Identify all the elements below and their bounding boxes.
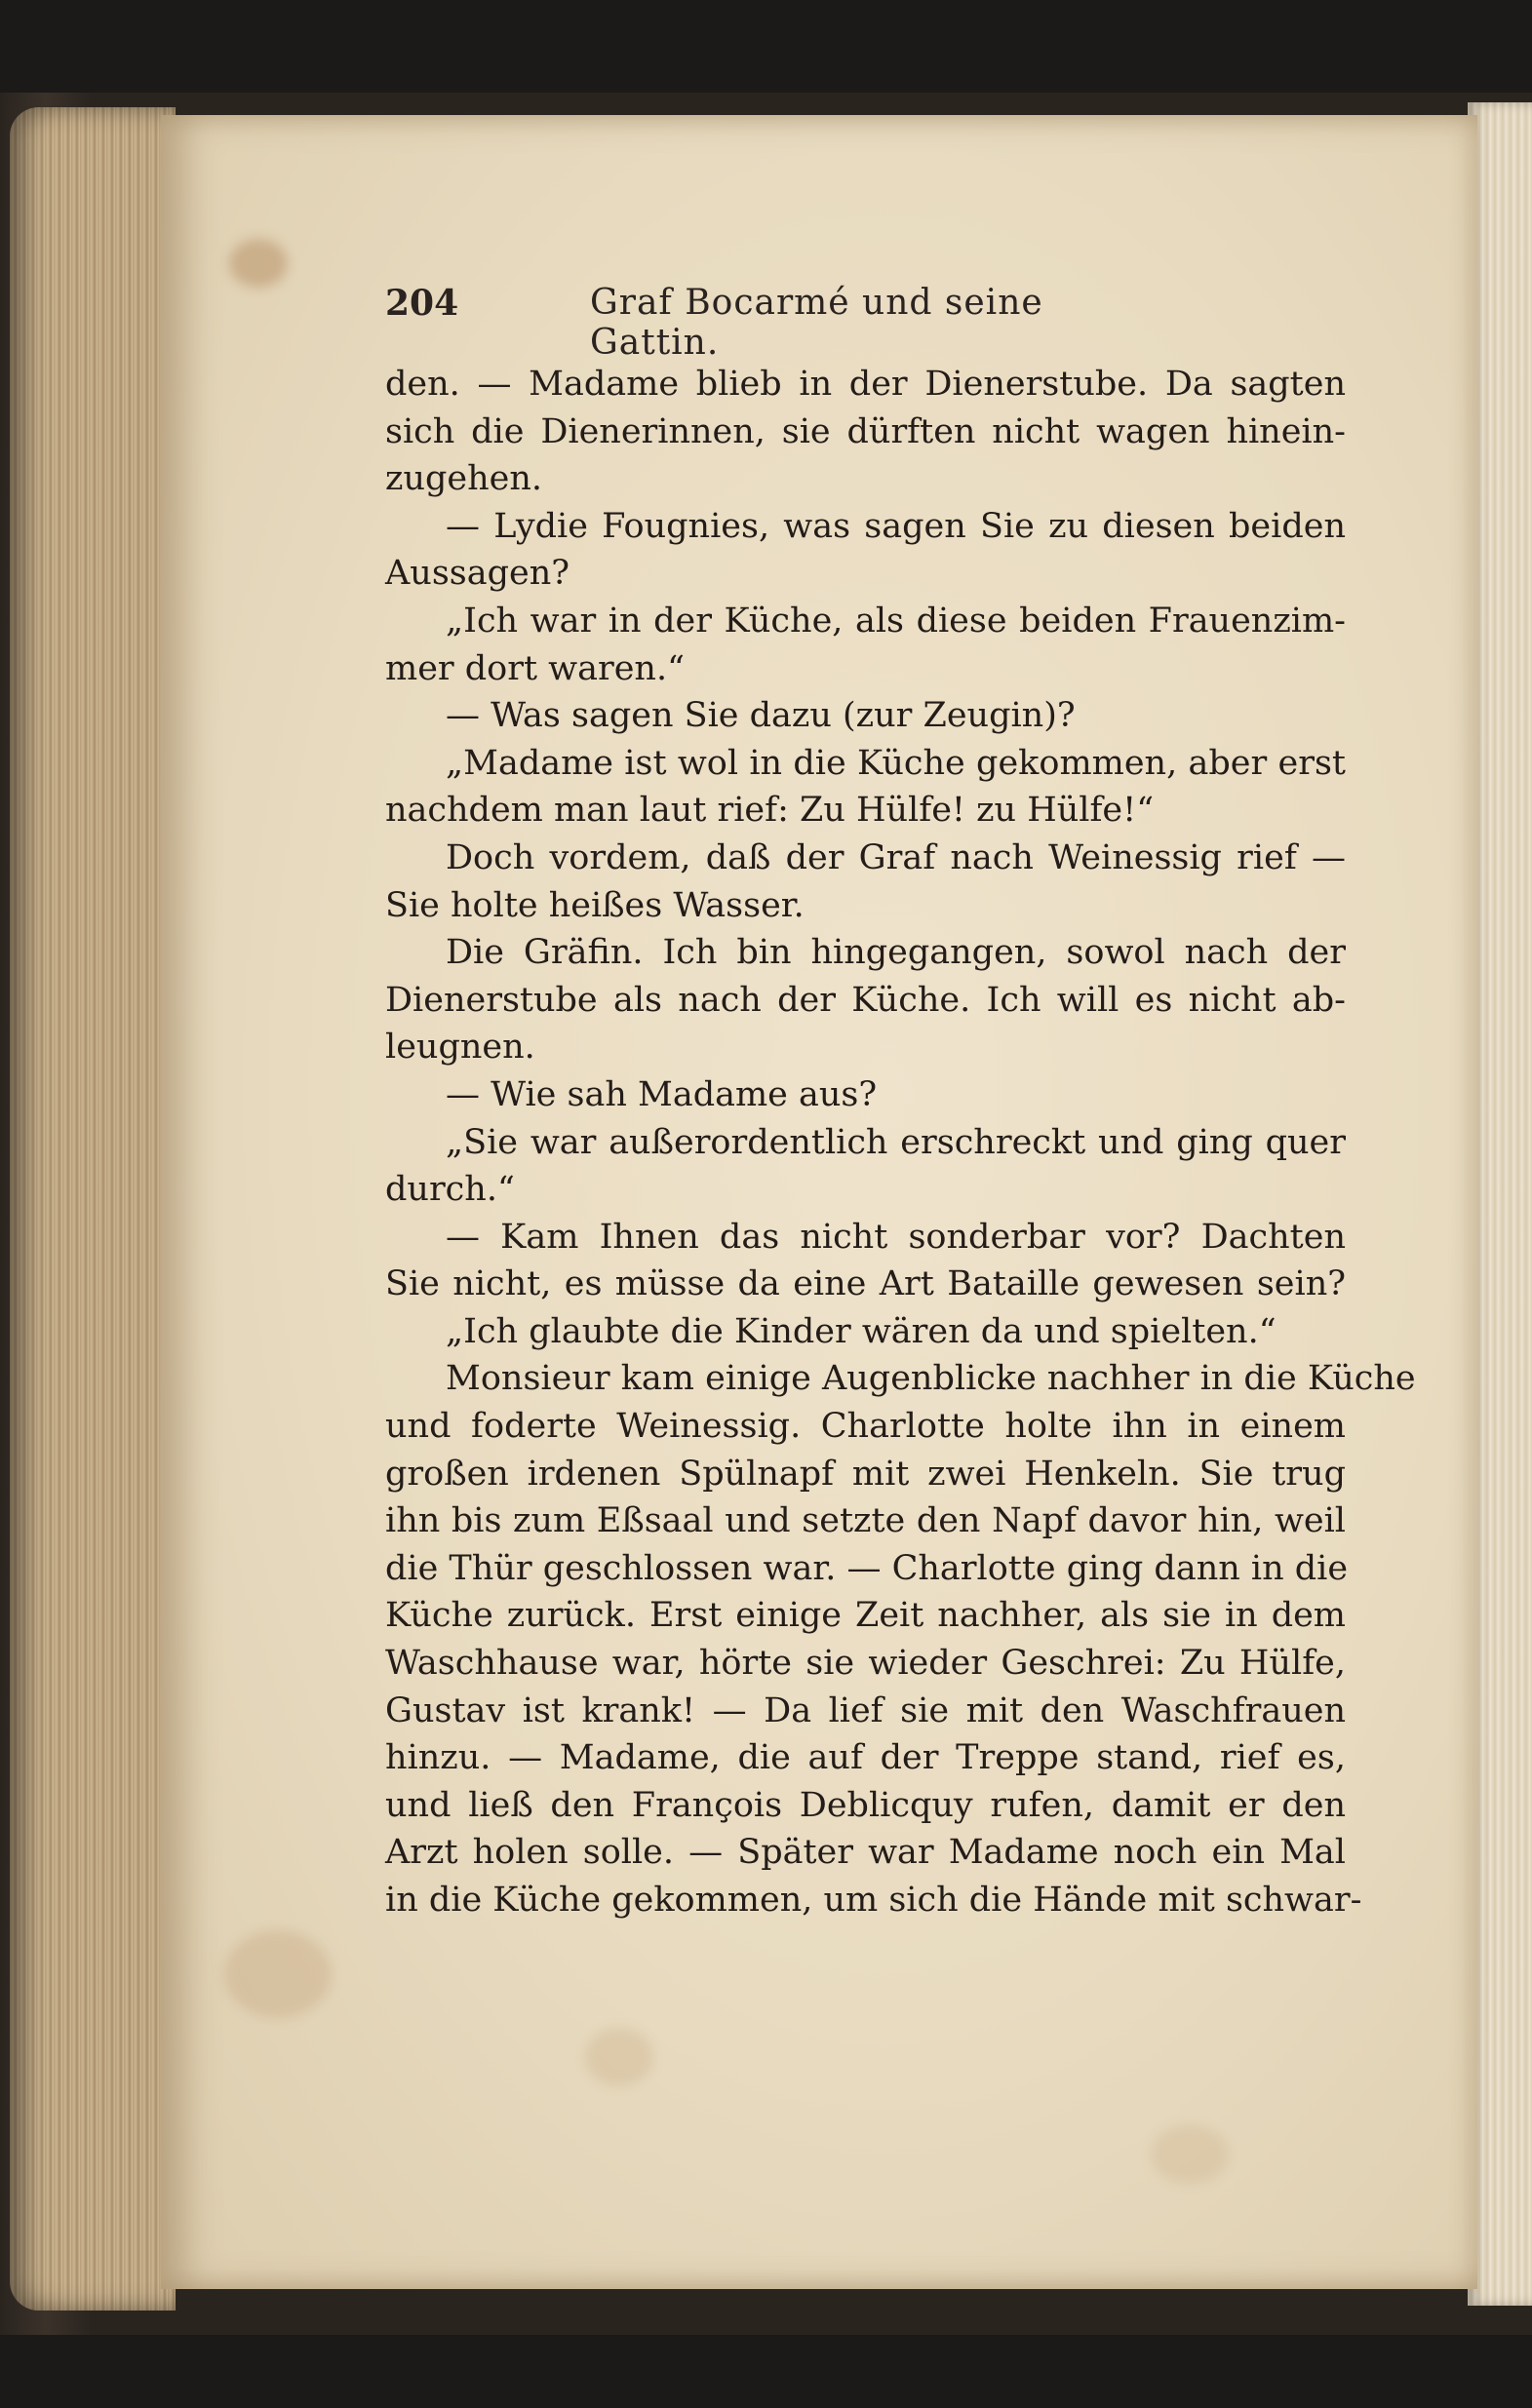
text-line: Monsieur kam einige Augenblicke nachher in die Küche [446, 1359, 1416, 1399]
text-line: durch.“ [385, 1170, 515, 1210]
text-line: großen irdenen Spülnapf mit zwei Henkeln. Sie trug [385, 1454, 1346, 1494]
page-stain [229, 239, 288, 288]
text-line: mer dort waren.“ [385, 648, 685, 688]
text-line: und ließ den François Deblicquy rufen, damit er den [385, 1785, 1346, 1825]
text-line: und foderte Weinessig. Charlotte holte ihn in einem [385, 1407, 1346, 1447]
text-line: — Was sagen Sie dazu (zur Zeugin)? [446, 696, 1076, 736]
text-line: Sie holte heißes Wasser. [385, 885, 805, 925]
text-line: hinzu. — Madame, die auf der Treppe stand, rief es, [385, 1738, 1346, 1778]
text-line: — Lydie Fougnies, was sagen Sie zu diesen beiden [446, 506, 1346, 546]
text-line: in die Küche gekommen, um sich die Hände mit schwar- [385, 1881, 1362, 1920]
page-stain [1151, 2125, 1229, 2184]
text-line: „Sie war außerordentlich erschreckt und ging quer [446, 1122, 1346, 1162]
text-line: Sie nicht, es müsse da eine Art Bataille gewesen sein? [385, 1264, 1346, 1304]
text-line: den. — Madame blieb in der Dienerstube. Da sagten [385, 365, 1346, 404]
text-line: — Wie sah Madame aus? [446, 1074, 878, 1114]
text-line: Waschhause war, hörte sie wieder Geschrei: Zu Hülfe, [385, 1644, 1346, 1684]
text-line: „Ich glaubte die Kinder wären da und spielten.“ [446, 1311, 1277, 1351]
text-line: ihn bis zum Eßsaal und setzte den Napf davor hin, weil [385, 1501, 1346, 1541]
text-line: Gustav ist krank! — Da lief sie mit den Waschfrauen [385, 1690, 1346, 1730]
body-text [385, 361, 1416, 1924]
text-line: leugnen. [385, 1028, 535, 1068]
text-line: Die Gräfin. Ich bin hingegangen, sowol nach der [446, 933, 1346, 973]
text-line: sich die Dienerinnen, sie dürften nicht wagen hinein- [385, 411, 1346, 451]
page-header [385, 283, 1146, 363]
text-line: zugehen. [385, 459, 543, 499]
text-line: Aussagen? [385, 554, 570, 594]
page-stain [585, 2028, 653, 2086]
text-line: Dienerstube als nach der Küche. Ich will es nicht ab- [385, 980, 1346, 1020]
text-line: „Ich war in der Küche, als diese beiden Frauenzim- [446, 601, 1346, 641]
page-number: 204 [385, 283, 459, 324]
text-line: nachdem man laut rief: Zu Hülfe! zu Hülfe!“ [385, 791, 1155, 831]
page-fore-edge [10, 107, 176, 2311]
text-line: die Thür geschlossen war. — Charlotte ging dann in die [385, 1548, 1349, 1588]
text-line: Küche zurück. Erst einige Zeit nachher, als sie in dem [385, 1596, 1346, 1636]
text-line: Doch vordem, daß der Graf nach Weinessig rief — [446, 837, 1346, 877]
text-line: — Kam Ihnen das nicht sonderbar vor? Dachten [446, 1217, 1346, 1257]
page-stain [224, 1930, 332, 2018]
text-line: Arzt holen solle. — Später war Madame noch ein Mal [385, 1833, 1346, 1873]
text-line: „Madame ist wol in die Küche gekommen, aber erst [446, 743, 1346, 783]
running-title: Graf Bocarmé und seine Gattin. [590, 283, 1043, 363]
